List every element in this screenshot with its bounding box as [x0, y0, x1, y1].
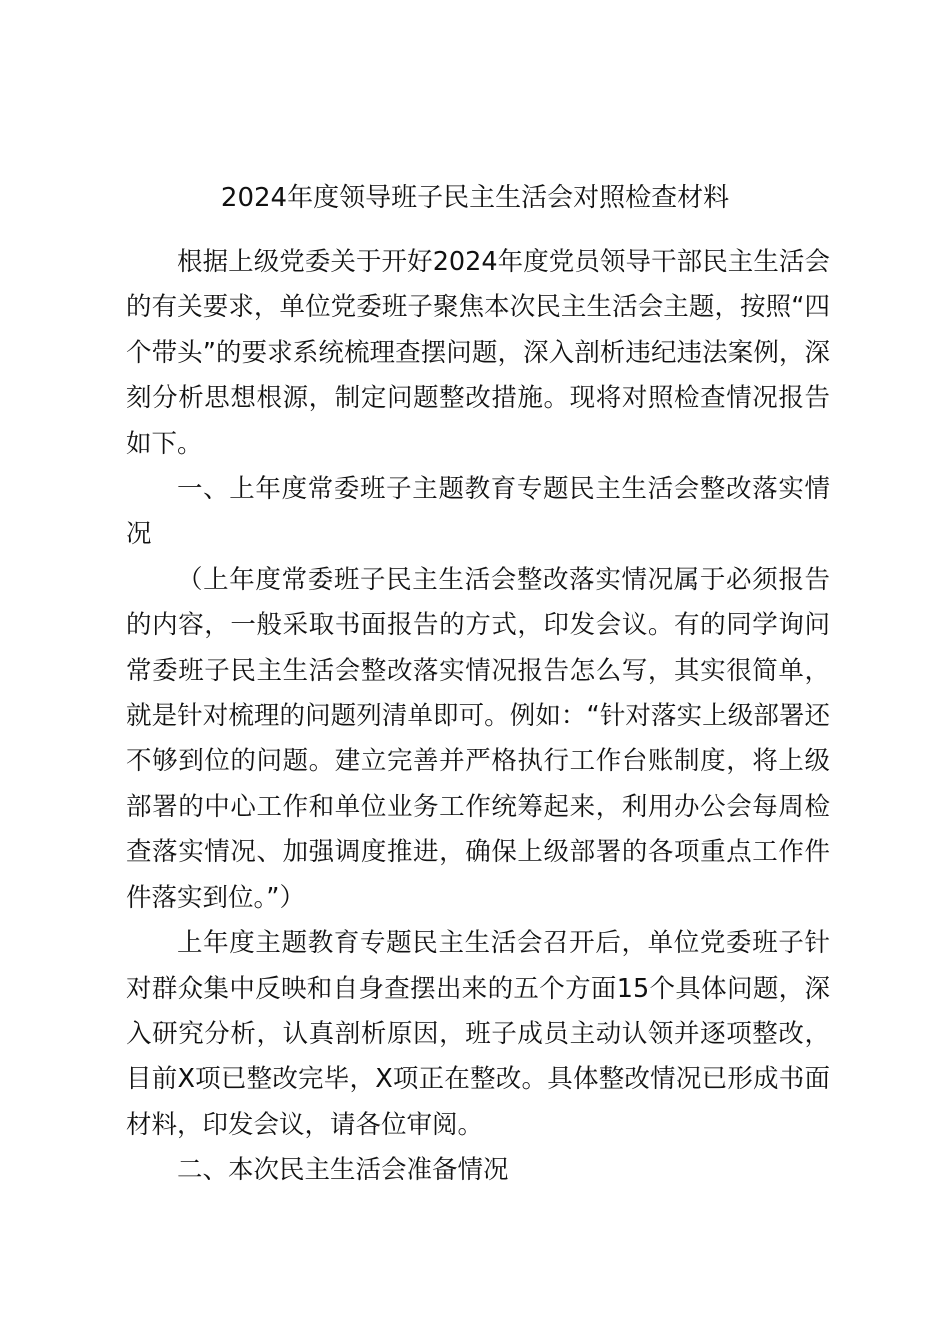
rectification-paragraph: 上年度主题教育专题民主生活会召开后，单位党委班子针对群众集中反映和自身查摆出来的五个方面15个具体问题，深入研究分析，认真剖析原因，班子成员主动认领并逐项整改，目前X项已整改完毕，X项正在整改。具体整改情况已形成书面材料，印发会议，请各位审阅。	[126, 928, 830, 1140]
guidance-note-paragraph: （上年度常委班子民主生活会整改落实情况属于必须报告的内容，一般采取书面报告的方式，印发会议。有的同学询问常委班子民主生活会整改落实情况报告怎么写，其实很简单，就是针对梳理的问题列清单即可。例如：“针对落实上级部署还不够到位的问题。建立完善并严格执行工作台账制度，将上级部署的中心工作和单位业务工作统筹起来，利用办公会每周检查落实情况、加强调度推进，确保上级部署的各项重点工作件件落实到位。”）	[126, 564, 830, 913]
section-two-heading: 二、本次民主生活会准备情况	[177, 1155, 509, 1186]
section-one-heading: 一、上年度常委班子主题教育专题民主生活会整改落实情况	[126, 474, 830, 550]
document-title: 2024年度领导班子民主生活会对照检查材料	[220, 183, 730, 213]
document-body	[126, 240, 830, 1194]
intro-paragraph: 根据上级党委关于开好2024年度党员领导干部民主生活会的有关要求，单位党委班子聚焦本次民主生活会主题，按照“四个带头”的要求系统梳理查摆问题，深入剖析违纪违法案例，深刻分析思想根源，制定问题整改措施。现将对照检查情况报告如下。	[126, 247, 830, 459]
